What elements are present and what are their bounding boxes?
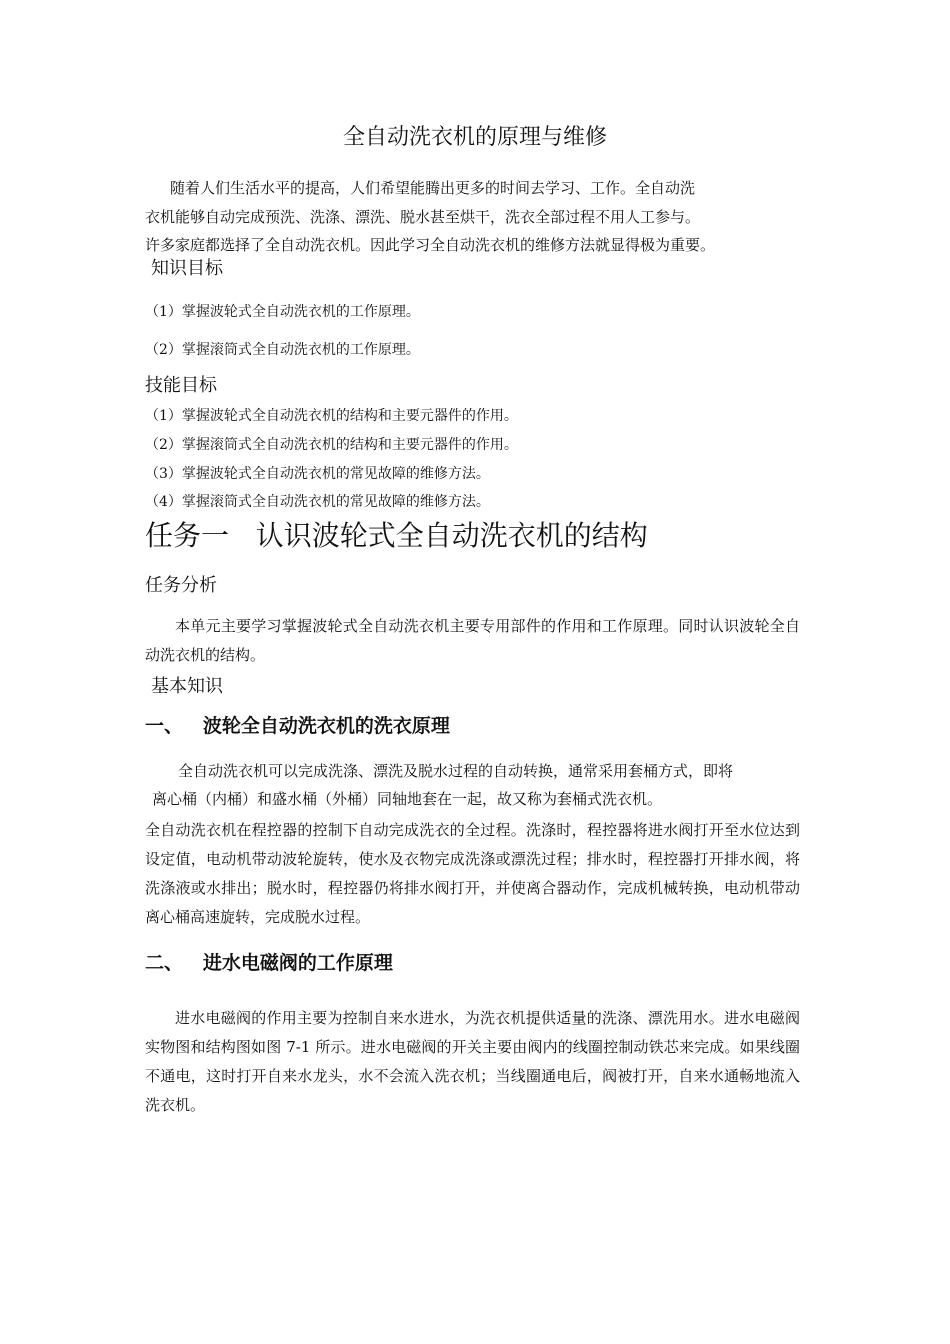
skill-goal-item: （3）掌握波轮式全自动洗衣机的常见故障的维修方法。 xyxy=(145,466,490,482)
section1-para1-line1: 全自动洗衣机可以完成洗涤、漂洗及脱水过程的自动转换，通常采用套桶方式，即将 xyxy=(178,762,734,780)
knowledge-goal-item: （1）掌握波轮式全自动洗衣机的工作原理。 xyxy=(145,304,420,320)
section1-para1-line2: 离心桶（内桶）和盛水桶（外桶）同轴地套在一起，故又称为套桶式洗衣机。 xyxy=(152,790,663,808)
intro-line-2: 衣机能够自动完成预洗、洗涤、漂洗、脱水甚至烘干，洗衣全部过程不用人工参与。 xyxy=(145,208,701,226)
intro-line-3: 许多家庭都选择了全自动洗衣机。因此学习全自动洗衣机的维修方法就显得极为重要。 xyxy=(145,236,716,254)
section2-heading: 二、 进水电磁阀的工作原理 xyxy=(145,952,393,974)
task-analysis-heading: 任务分析 xyxy=(145,575,217,596)
task-analysis-text: 本单元主要学习掌握波轮式全自动洗衣机主要专用部件的作用和工作原理。同时认识波轮全自动洗衣机的结构。 xyxy=(145,617,800,664)
skill-goals-heading: 技能目标 xyxy=(145,375,217,396)
document-title: 全自动洗衣机的原理与维修 xyxy=(342,125,607,150)
task1-heading: 任务一 认识波轮式全自动洗衣机的结构 xyxy=(145,519,648,552)
basic-knowledge-heading: 基本知识 xyxy=(151,676,223,697)
section2-para: 进水电磁阀的作用主要为控制自来水进水，为洗衣机提供适量的洗涤、漂洗用水。进水电磁阀实物图和结构图如图 7-1 所示。进水电磁阀的开关主要由阀内的线圈控制动铁芯来完成。如果线圈不通电，这时打开自来水龙头，水不会流入洗衣机；当线圈通电后，阀被打开，自来水通畅地流入洗衣机。 xyxy=(145,1009,800,1114)
knowledge-goals-heading: 知识目标 xyxy=(151,258,223,279)
skill-goal-item: （1）掌握波轮式全自动洗衣机的结构和主要元器件的作用。 xyxy=(145,408,518,424)
section1-heading: 一、 波轮全自动洗衣机的洗衣原理 xyxy=(145,715,450,737)
intro-line-1: 随着人们生活水平的提高，人们希望能腾出更多的时间去学习、工作。全自动洗 xyxy=(170,179,696,197)
section1-para2: 全自动洗衣机在程控器的控制下自动完成洗衣的全过程。洗涤时，程控器将进水阀打开至水位达到设定值，电动机带动波轮旋转，使水及衣物完成洗涤或漂洗过程；排水时，程控器打开排水阀，将洗涤液或水排出；脱水时，程控器仍将排水阀打开，并使离合器动作，完成机械转换，电动机带动离心桶高速旋转，完成脱水过程。 xyxy=(145,821,800,926)
skill-goal-item: （2）掌握滚筒式全自动洗衣机的结构和主要元器件的作用。 xyxy=(145,437,518,453)
knowledge-goal-item: （2）掌握滚筒式全自动洗衣机的工作原理。 xyxy=(145,342,420,358)
skill-goal-item: （4）掌握滚筒式全自动洗衣机的常见故障的维修方法。 xyxy=(145,494,490,510)
